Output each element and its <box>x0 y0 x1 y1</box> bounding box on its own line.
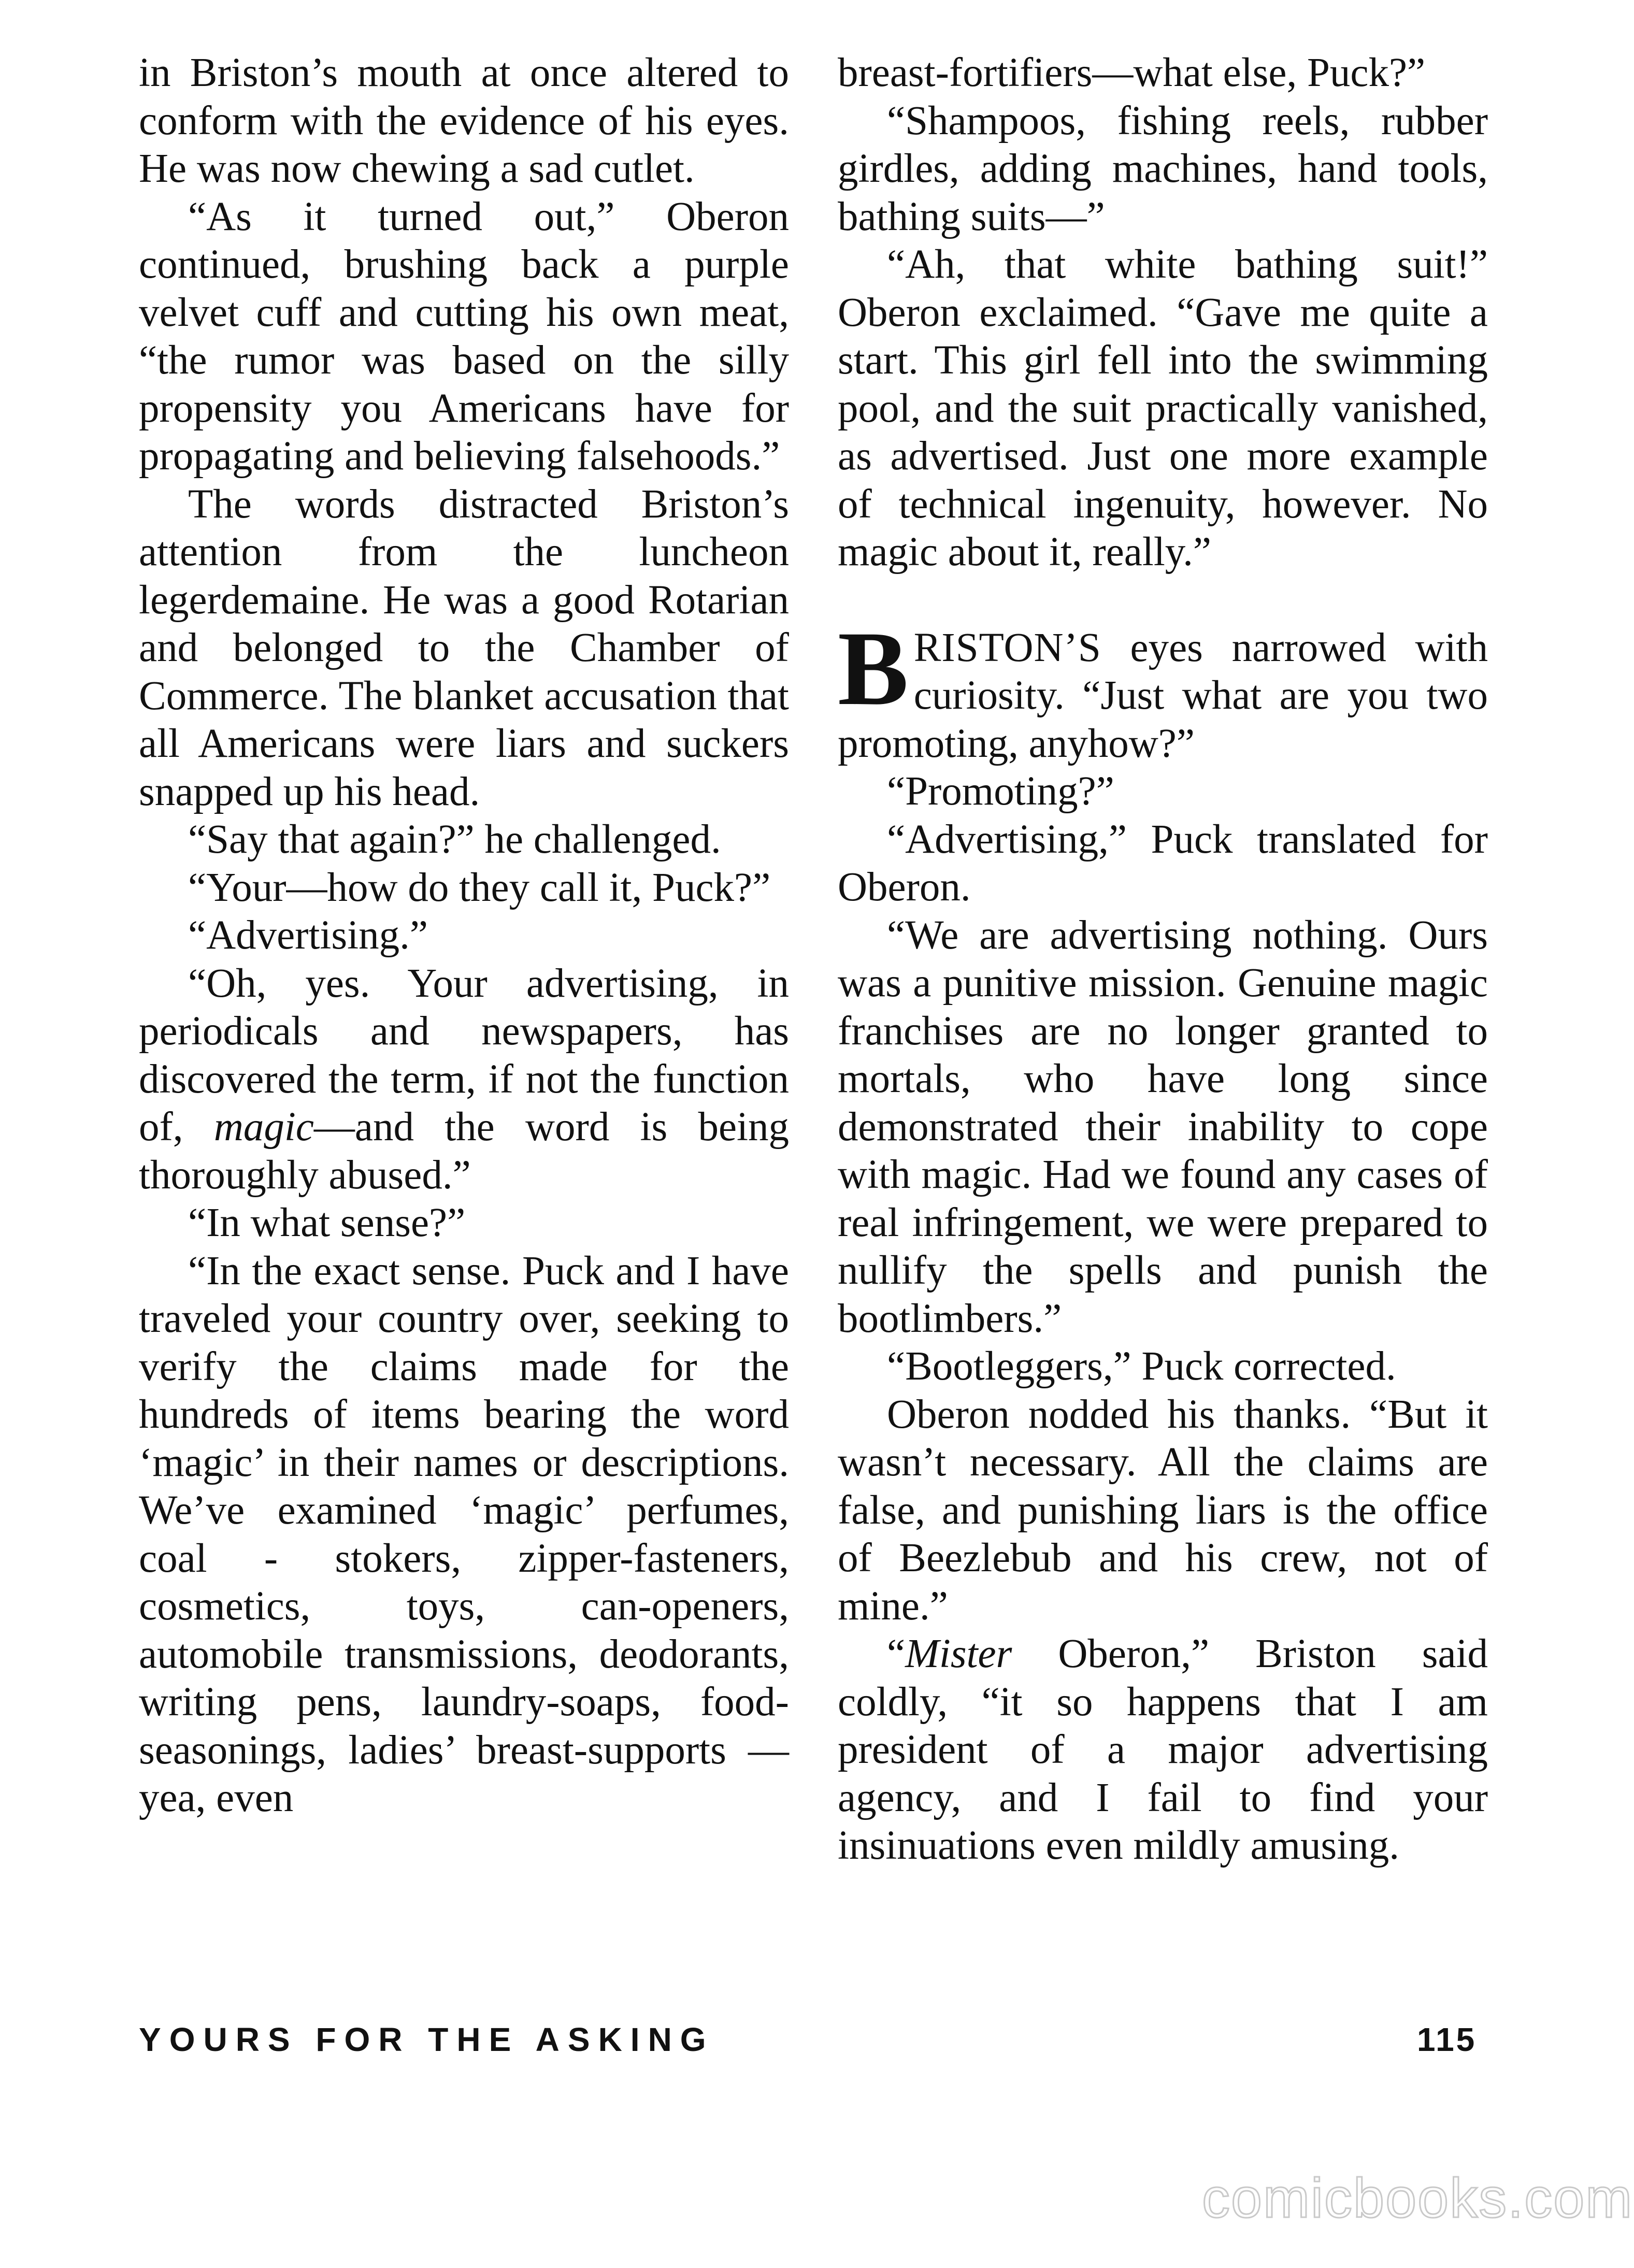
drop-cap-lead-word: RISTON’S <box>913 625 1101 670</box>
running-footer-title: YOURS FOR THE ASKING <box>139 2021 714 2058</box>
paragraph: “Advertising,” Puck translated for Oberon. <box>838 816 1488 910</box>
paragraph <box>139 960 789 1200</box>
paragraph-text: —and the word is being thoroughly abused.” <box>139 1104 790 1198</box>
paragraph: Oberon nodded his thanks. “But it wasn’t necessary. All the claims are false, and punishing liars is the office of Beezlebub and his crew, not of mine.” <box>838 1391 1488 1629</box>
paragraph: “Advertising.” <box>188 913 428 958</box>
section-opening-paragraph <box>838 609 1488 768</box>
paragraph: “Promoting?” <box>887 769 1114 814</box>
paragraph: “We are advertising nothing. Ours was a punitive mission. Genuine magic franchises are no longer granted to mortals, who have long since demonstrated their inability to cope with magic. Had we found any cases of real infringement, we were prepared to nullify the spells and punish the bootlimbers.” <box>838 912 1488 1341</box>
paragraph: “As it turned out,” Oberon continued, brushing back a purple velvet cuff and cutting his own meat, “the rumor was based on the silly propensity you Americans have for propagating and believing falsehoods.” <box>139 194 789 479</box>
paragraph: in Briston’s mouth at once altered to conform with the evidence of his eyes. He was now chewing a sad cutlet. <box>139 50 789 191</box>
paragraph: breast-fortifiers—what else, Puck?” <box>838 50 1426 95</box>
paragraph: “Bootleggers,” Puck corrected. <box>887 1344 1396 1389</box>
paragraph: “Ah, that white bathing suit!” Oberon exclaimed. “Gave me quite a start. This girl fell into the swimming pool, and the suit practically vanished, as advertised. Just one more example of technical ingenuity, however. No magic about it, really.” <box>838 242 1488 575</box>
left-text-column <box>139 49 789 1822</box>
paragraph: The words distracted Briston’s attention from the luncheon legerdemaine. He was a good Rotarian and belonged to the Chamber of Commerce. The blanket accusation that all Americans were liars and suckers snapped up his head. <box>139 481 789 814</box>
emphasis-magic: magic <box>213 1104 314 1150</box>
paragraph: “Say that again?” he challenged. <box>188 817 721 862</box>
watermark-text: comicbooks.com <box>1202 2166 1633 2229</box>
paragraph <box>838 1630 1488 1870</box>
paragraph-text: Oberon,” Briston said coldly, “it so happens that I am president of a major advertising agency, and I fail to find your insinuations even mildly amusing. <box>838 1631 1488 1868</box>
paragraph-text: eyes narrowed with curiosity. “Just what are you two promoting, anyhow?” <box>838 625 1488 766</box>
paragraph: “In the exact sense. Puck and I have traveled your country over, seeking to verify the claims made for the hundreds of items bearing the word ‘magic’ in their names or descriptions. We’ve examined ‘magic’ perfumes, coal - stokers, zipper-fasteners, cosmetics, toys, can-openers, automobile transmissions, deodorants, writing pens, laundry-soaps, food-seasonings, ladies’ breast-supports — yea, even <box>139 1248 789 1820</box>
paragraph: “Your—how do they call it, Puck?” <box>188 865 771 910</box>
paragraph: “In what sense?” <box>188 1200 466 1245</box>
drop-cap-letter: B <box>838 609 909 727</box>
emphasis-mister: Mister <box>905 1631 1012 1676</box>
paragraph-text: “ <box>887 1631 906 1676</box>
paragraph-text: “Oh, yes. Your advertising, in periodicals and newspapers, has discovered the term, if not the function of, <box>139 960 789 1150</box>
right-text-column <box>838 49 1488 1870</box>
paragraph: “Shampoos, fishing reels, rubber girdles, adding machines, hand tools, bathing suits—” <box>838 98 1488 239</box>
page-number: 115 <box>1417 2021 1477 2058</box>
